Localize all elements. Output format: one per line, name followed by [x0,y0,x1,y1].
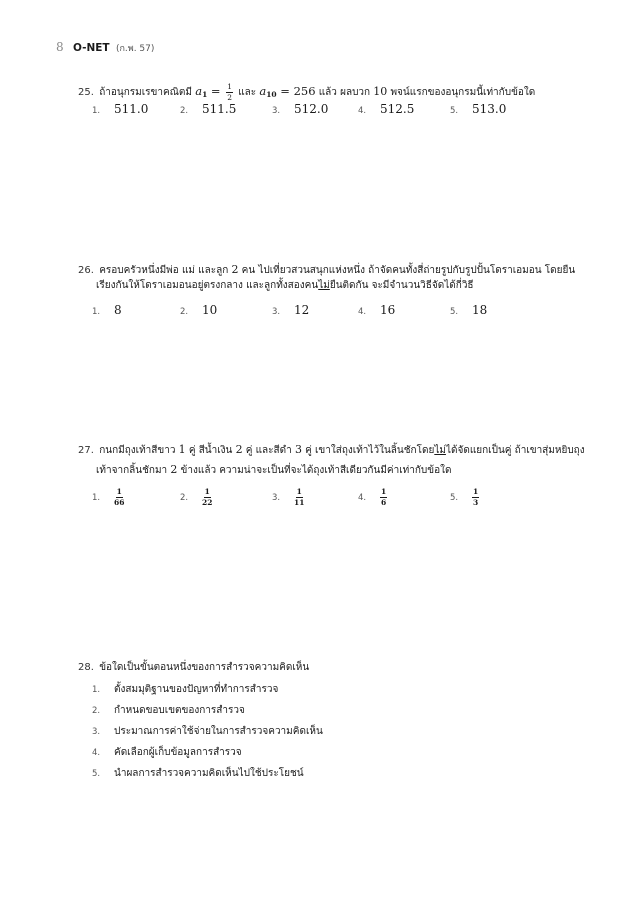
choice-3[interactable] [272,103,328,116]
question-text [78,264,575,276]
fraction-numerator: 1 [204,487,210,496]
question-text-part: แล้ว ผลบวก [318,87,374,98]
choice-text: นำผลการสำรวจความคิดเห็นไปใช้ประโยชน์ [114,768,304,779]
choice-text: ประมาณการค่าใช้จ่ายในการสำรวจความคิดเห็น [114,726,323,737]
math-subscript: 10 [266,90,277,99]
choice-1[interactable] [92,685,278,695]
choice-5[interactable] [92,769,304,779]
choice-label: 4. [358,106,367,116]
question-number-inline: 10 [373,85,388,98]
question-text [78,83,535,101]
choice-5[interactable] [450,304,487,317]
question-number: 26. [78,265,94,276]
fraction-denominator: 2 [227,92,233,102]
question-text-part: ถ้าอนุกรมเรขาคณิตมี [99,87,193,98]
choice-fraction [114,488,124,506]
math-var: a [195,84,203,98]
question-text-part: กนกมีถุงเท้าสีขาว [99,445,179,456]
choice-1[interactable] [92,103,148,116]
question-text-part: ข้างแล้ว ความน่าจะเป็นที่จะได้ถุงเท้าสีเดียวกันมีค่าเท่ากับข้อใด [177,465,452,476]
question-number: 27. [78,445,94,456]
question-text-part: คน ไปเที่ยวสวนสนุกแห่งหนึ่ง ถ้าจัดคนทั้งสี่ถ่ายรูปกับรูปปั้นโดราเอมอน โดยยืน [238,265,576,276]
choice-value: 513.0 [472,102,507,116]
question-text-part: เรียงกันให้โดราเอมอนอยู่ตรงกลาง และลูกทั้งสองคน [96,280,319,291]
choice-label: 2. [180,493,189,503]
choice-label: 3. [272,307,281,317]
fraction-numerator: 1 [227,82,233,91]
choice-label: 1. [92,307,101,317]
question-number: 25. [78,87,94,98]
question-text-part: และ [238,87,260,98]
question-number-inline: 2 [231,263,239,276]
choice-1[interactable] [92,488,124,506]
question-text-part: ข้อใดเป็นขั้นตอนหนึ่งของการสำรวจความคิดเห็น [99,662,310,673]
question-text-line-2 [96,281,474,291]
underlined-word: ไม่ [434,445,446,456]
fraction-denominator: 22 [202,497,213,507]
choice-value: 512.0 [294,102,329,116]
choice-fraction [472,488,479,506]
math-term-a1 [195,84,207,98]
question-text [78,663,309,673]
choice-fraction [202,488,212,506]
choice-label: 4. [358,307,367,317]
math-equals: = [207,84,225,98]
choice-value: 18 [472,303,488,317]
fraction-denominator: 3 [473,497,479,507]
exam-title: O-NET [72,42,110,54]
choice-label: 5. [450,307,459,317]
math-equals-value: = 256 [276,84,316,98]
choice-4[interactable] [358,488,387,506]
question-number-inline: 3 [294,443,302,456]
choice-label: 1. [92,493,101,503]
question-text-part: คู่ และสีดำ [242,445,295,456]
choice-value: 8 [114,303,122,317]
underlined-word: ไม่ [318,280,330,291]
choice-fraction [294,488,304,506]
question-text [78,444,585,456]
fraction-numerator: 1 [473,487,479,496]
choice-label: 1. [92,106,101,116]
question-text-part: ครอบครัวหนึ่งมีพ่อ แม่ และลูก [99,265,232,276]
math-subscript: 1 [202,90,208,99]
choice-label: 5. [92,769,101,779]
choice-1[interactable] [92,304,122,317]
choice-fraction [380,488,387,506]
choice-label: 2. [180,307,189,317]
choice-label: 5. [450,493,459,503]
choice-label: 2. [180,106,189,116]
choice-value: 511.5 [202,102,237,116]
choice-3[interactable] [272,488,304,506]
choice-label: 4. [358,493,367,503]
choice-label: 1. [92,685,101,695]
fraction-numerator: 1 [296,487,302,496]
choice-value: 512.5 [380,102,415,116]
choice-value: 16 [380,303,396,317]
page-header [56,40,154,55]
question-text-part: ยืนติดกัน จะมีจำนวนวิธีจัดได้กี่วิธี [329,280,474,291]
question-text-part: พจน์แรกของอนุกรมนี้เท่ากับข้อใด [387,87,536,98]
choice-text: กำหนดขอบเขตของการสำรวจ [114,705,245,716]
choice-text: คัดเลือกผู้เก็บข้อมูลการสำรวจ [114,747,242,758]
fraction-denominator: 6 [381,497,387,507]
choice-label: 3. [92,727,101,737]
choice-5[interactable] [450,103,506,116]
question-text-part: เท้าจากลิ้นชักมา [96,465,171,476]
choice-label: 4. [92,748,101,758]
question-number-inline: 2 [235,443,243,456]
choice-label: 3. [272,106,281,116]
question-text-part: คู่ สีน้ำเงิน [185,445,236,456]
choice-3[interactable] [92,727,323,737]
question-text-part: คู่ เขาใส่ถุงเท้าไว้ในลิ้นชักโดย [301,445,435,456]
choice-2[interactable] [92,706,245,716]
choice-2[interactable] [180,488,212,506]
choice-label: 3. [272,493,281,503]
question-number-inline: 2 [170,463,178,476]
question-text-part: ได้จัดแยกเป็นคู่ ถ้าเขาสุ่มหยิบถุง [445,445,585,456]
choice-text: ตั้งสมมุติฐานของปัญหาที่ทำการสำรวจ [114,684,279,695]
choice-label: 5. [450,106,459,116]
fraction-numerator: 1 [381,487,387,496]
fraction-one-half [226,83,233,101]
choice-5[interactable] [450,488,479,506]
fraction-denominator: 11 [294,497,305,507]
question-text-line-2 [96,464,451,476]
fraction-denominator: 66 [114,497,125,507]
page-number: 8 [56,40,64,54]
choice-value: 511.0 [114,102,149,116]
choice-4[interactable] [358,304,395,317]
fraction-numerator: 1 [116,487,122,496]
choice-2[interactable] [180,103,236,116]
choice-4[interactable] [92,748,242,758]
question-number: 28. [78,662,94,673]
choice-value: 12 [294,303,310,317]
choice-2[interactable] [180,304,217,317]
question-number-inline: 1 [178,443,186,456]
math-term-a10 [259,84,276,98]
choice-3[interactable] [272,304,309,317]
exam-subtitle: (ก.พ. 57) [115,44,155,54]
choice-value: 10 [202,303,218,317]
choice-4[interactable] [358,103,414,116]
choice-label: 2. [92,706,101,716]
math-var: a [259,84,267,98]
